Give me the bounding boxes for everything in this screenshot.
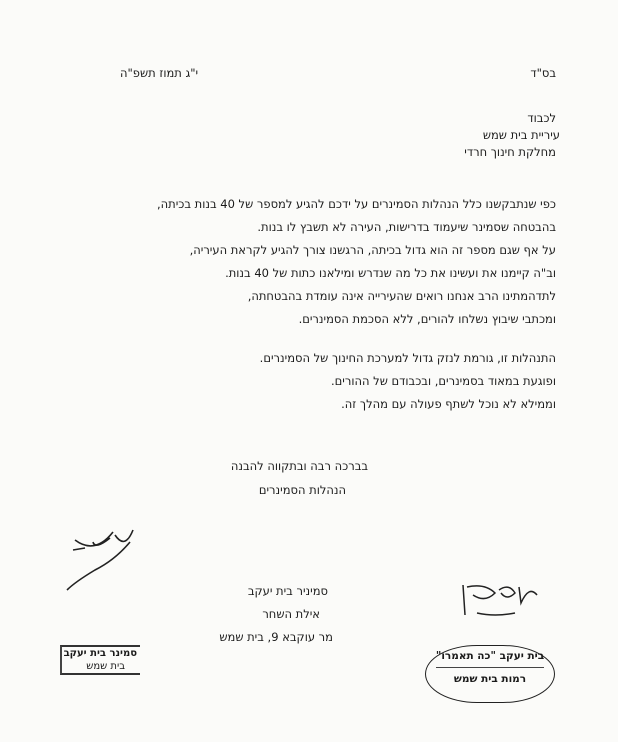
body-line: כפי שנתבקשנו כלל הנהלות הסמינרים על ידכם להגיע למספר של 40 בנות בכיתה, xyxy=(156,197,556,211)
seminary-stamp-oval xyxy=(425,645,555,703)
recipient-line: לכבוד xyxy=(527,111,556,125)
handwritten-signature-left xyxy=(55,520,145,595)
stamp-text: סמינר בית יעקב xyxy=(63,648,137,659)
body-line: ומכתבי שיבוץ נשלחו להורים, ללא הסכמת הסמינרים. xyxy=(298,312,556,326)
closing-line: בברכה רבה ובתקווה להבנה xyxy=(230,459,368,473)
seminary-stamp-rectangular xyxy=(60,645,140,675)
body-line: וממילא לא נוכל לשתף פעולה עם מהלך זה. xyxy=(341,397,556,411)
recipient-line: מחלקת חינוך חרדי xyxy=(464,145,556,159)
letter-date: י"ג תמוז תשפ"ה xyxy=(120,66,199,80)
body-line: בהבטחה שסמינר שיעמוד בדרישות, העירה לא תשבץ לו בנות. xyxy=(257,220,556,234)
stamp-text: בית יעקב "כה תאמרו" xyxy=(435,650,545,662)
blessing-header: בס"ד xyxy=(530,66,556,80)
stamp-text: בית שמש xyxy=(86,661,125,672)
stamp-text: רמות בית שמש xyxy=(453,673,527,685)
body-line: ופוגעת במאוד בסמינרים, ובכבודם של ההורים. xyxy=(331,374,556,388)
body-line: וב"ה קיימנו את ועשינו את כל מה שנדרש ומילאנו כתות של 40 בנות. xyxy=(225,266,556,280)
sender-line: אילת השחר xyxy=(262,607,320,621)
body-line: התנהלות זו, גורמת לנזק גדול למערכת החינוך של הסמינרים. xyxy=(259,351,556,365)
sender-line: סמיניר בית יעקב xyxy=(247,584,328,598)
handwritten-signature-right xyxy=(455,575,545,620)
recipient-line: עיריית בית שמש xyxy=(482,128,560,142)
body-line: על אף שגם מספר זה הוא גדול בכיתה, הרגשנו צורך להגיע לקראת העיריה, xyxy=(189,243,556,257)
body-line: לתדהמתינו הרב אנחנו רואים שהעירייה אינה עומדת בהבטחתה, xyxy=(247,289,556,303)
stamp-divider xyxy=(436,667,544,668)
sender-line: מר עוקבא 9, בית שמש xyxy=(219,630,333,644)
closing-line: הנהלות הסמינרים xyxy=(258,483,346,497)
